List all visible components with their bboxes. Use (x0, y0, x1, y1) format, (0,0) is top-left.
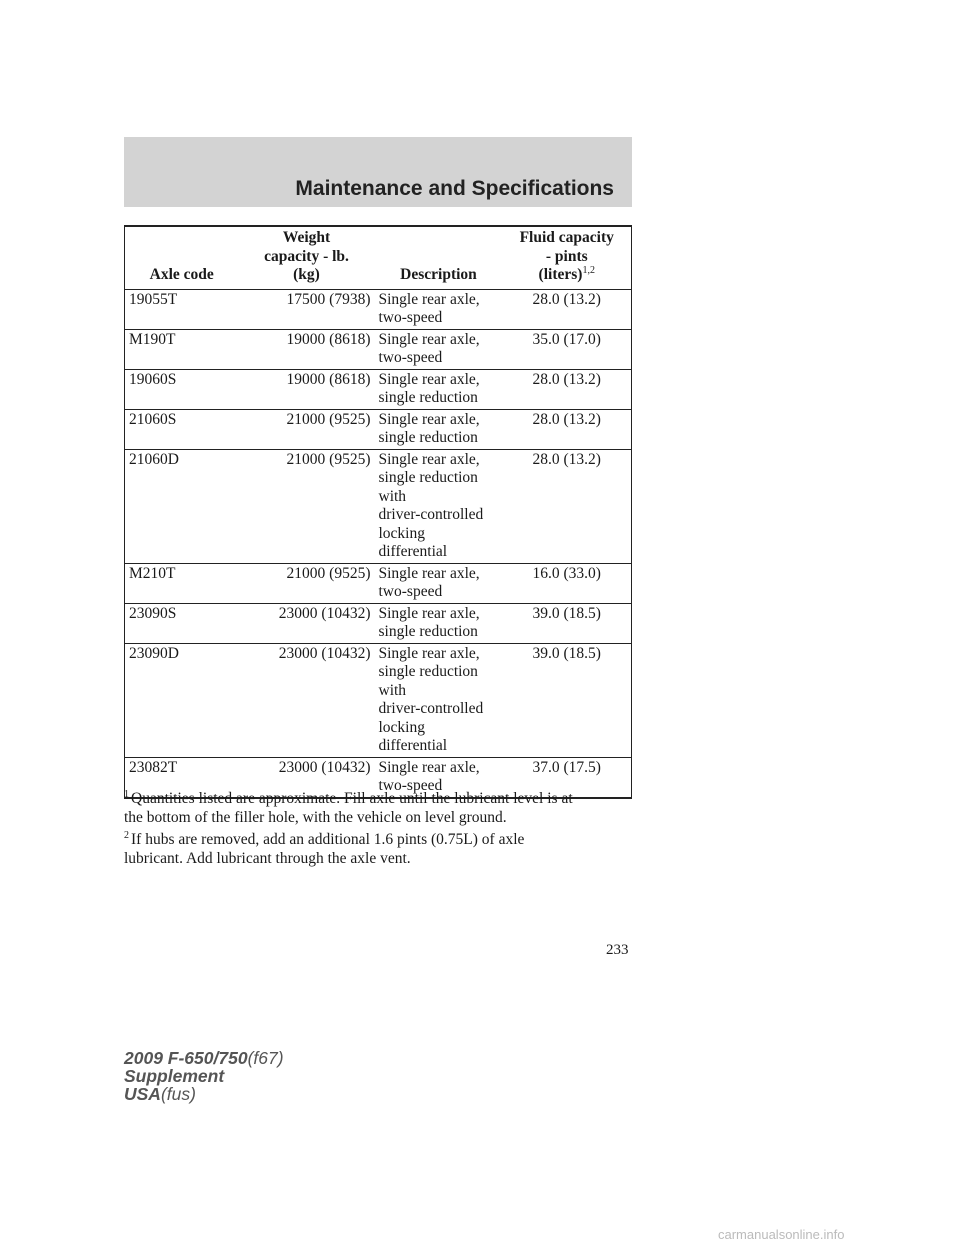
cell-axle-code: M210T (125, 563, 239, 603)
cell-weight-capacity: 21000 (9525) (239, 449, 375, 563)
description-line: locking (378, 524, 425, 542)
cell-weight-capacity: 17500 (7938) (239, 289, 375, 329)
description-line: driver-controlled (378, 700, 484, 717)
description-line: driver-controlled (378, 506, 484, 523)
section-title: Maintenance and Specifications (295, 177, 614, 200)
supplement-model-line (124, 1049, 284, 1067)
cell-description (375, 563, 503, 603)
cell-fluid-capacity: 35.0 (17.0) (503, 329, 632, 369)
description-line: single reduction (378, 663, 478, 680)
description-line: differential (378, 737, 448, 754)
header-fluid-liters: (liters) (538, 266, 583, 283)
description-line: single reduction (378, 429, 478, 446)
cell-axle-code: 23082T (125, 757, 239, 798)
header-weight-line: capacity - lb. (264, 247, 349, 265)
watermark: carmanualsonline.info (718, 1227, 845, 1242)
cell-weight-capacity: 19000 (8618) (239, 329, 375, 369)
supplement-region: USA (124, 1084, 161, 1104)
cell-axle-code: 21060D (125, 449, 239, 563)
cell-axle-code: 23090S (125, 603, 239, 643)
description-line: Single rear axle, (378, 644, 480, 662)
cell-fluid-capacity: 16.0 (33.0) (503, 563, 632, 603)
cell-description (375, 289, 503, 329)
supplement-model: 2009 F-650/750 (124, 1048, 248, 1068)
description-line: Single rear axle, (378, 370, 480, 388)
supplement-info (124, 1049, 284, 1103)
cell-weight-capacity: 23000 (10432) (239, 643, 375, 757)
cell-description (375, 449, 503, 563)
footnote-text: the bottom of the filler hole, with the vehicle on level ground. (124, 808, 507, 826)
cell-description (375, 369, 503, 409)
page-number: 233 (606, 942, 629, 958)
header-fluid-capacity (503, 226, 632, 289)
cell-axle-code: 21060S (125, 409, 239, 449)
table-row (125, 563, 632, 603)
footnotes (124, 790, 644, 872)
supplement-model-code: (f67) (247, 1048, 284, 1068)
section-header-band (124, 137, 632, 207)
description-line: single reduction (378, 469, 478, 486)
footnote-text: If hubs are removed, add an additional 1.6 pints (0.75L) of axle (131, 831, 525, 848)
cell-weight-capacity: 19000 (8618) (239, 369, 375, 409)
description-line: Single rear axle, (378, 290, 480, 308)
cell-fluid-capacity: 39.0 (18.5) (503, 643, 632, 757)
cell-fluid-capacity: 28.0 (13.2) (503, 449, 632, 563)
table-row (125, 329, 632, 369)
table-row (125, 369, 632, 409)
description-line: two-speed (378, 583, 443, 600)
footnote-text: lubricant. Add lubricant through the axle vent. (124, 849, 411, 867)
header-description: Description (375, 226, 503, 289)
header-weight-capacity (239, 226, 375, 289)
description-line: single reduction (378, 623, 478, 640)
table-row (125, 409, 632, 449)
footnote-text: Quantities listed are approximate. Fill axle until the lubricant level is at (131, 790, 573, 807)
supplement-doc-type: Supplement (124, 1066, 225, 1086)
header-fluid-line: Fluid capacity (519, 229, 614, 246)
header-weight-line: Weight (282, 229, 331, 246)
header-fluid-line: - pints (545, 247, 588, 265)
table-row (125, 449, 632, 563)
axle-spec-table (124, 225, 632, 799)
header-weight-line: (kg) (293, 266, 320, 283)
cell-fluid-capacity: 28.0 (13.2) (503, 289, 632, 329)
description-line: two-speed (378, 309, 443, 326)
description-line: single reduction (378, 389, 478, 406)
cell-axle-code: 23090D (125, 643, 239, 757)
cell-axle-code: 19055T (125, 289, 239, 329)
footnote-mark: 2 (124, 829, 129, 841)
supplement-region-code: (fus) (160, 1084, 196, 1104)
cell-fluid-capacity: 28.0 (13.2) (503, 409, 632, 449)
table-row (125, 643, 632, 757)
description-line: Single rear axle, (378, 758, 480, 776)
cell-weight-capacity: 23000 (10432) (239, 757, 375, 798)
header-axle-code: Axle code (125, 226, 239, 289)
description-line: Single rear axle, (378, 330, 480, 348)
cell-axle-code: M190T (125, 329, 239, 369)
description-line: Single rear axle, (378, 564, 480, 582)
footnote-1 (124, 790, 644, 827)
cell-weight-capacity: 21000 (9525) (239, 409, 375, 449)
description-line: locking (378, 718, 425, 736)
header-fluid-line (507, 266, 628, 285)
description-line: two-speed (378, 349, 443, 366)
table-row (125, 289, 632, 329)
cell-fluid-capacity: 37.0 (17.5) (503, 757, 632, 798)
cell-fluid-capacity: 28.0 (13.2) (503, 369, 632, 409)
cell-weight-capacity: 23000 (10432) (239, 603, 375, 643)
table-header-row (125, 226, 632, 289)
footnote-2 (124, 831, 644, 868)
description-line: differential (378, 543, 448, 560)
table-body (125, 289, 632, 798)
cell-description (375, 603, 503, 643)
supplement-doc-line (124, 1067, 284, 1085)
cell-axle-code: 19060S (125, 369, 239, 409)
cell-weight-capacity: 21000 (9525) (239, 563, 375, 603)
description-line: with (378, 487, 407, 505)
cell-description (375, 329, 503, 369)
cell-description (375, 409, 503, 449)
footnote-ref: 1,2 (582, 264, 595, 276)
description-line: two-speed (378, 777, 443, 794)
description-line: Single rear axle, (378, 410, 480, 428)
description-line: with (378, 681, 407, 699)
cell-description (375, 643, 503, 757)
description-line: Single rear axle, (378, 450, 480, 468)
footnote-mark: 1 (124, 788, 129, 800)
table-row (125, 603, 632, 643)
description-line: Single rear axle, (378, 604, 480, 622)
cell-fluid-capacity: 39.0 (18.5) (503, 603, 632, 643)
supplement-region-line (124, 1085, 284, 1103)
